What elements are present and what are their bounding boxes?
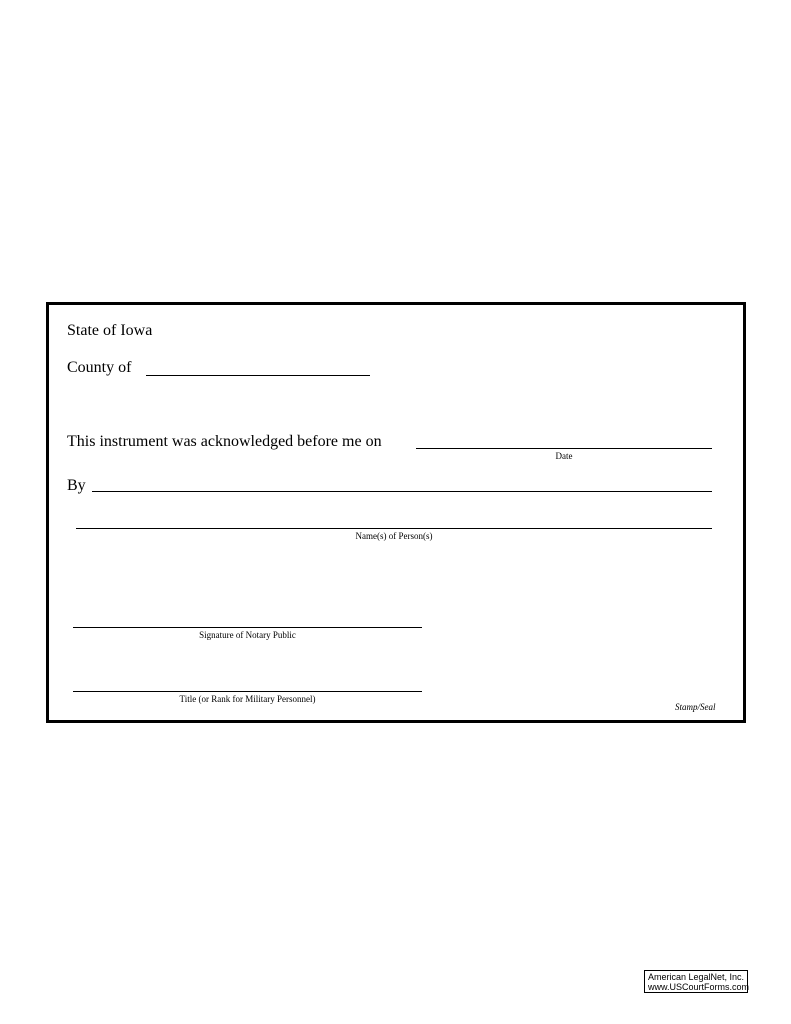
title-caption: Title (or Rank for Military Personnel) <box>179 694 316 704</box>
persons-field-line[interactable] <box>76 528 712 529</box>
stamp-seal-label: Stamp/Seal <box>675 702 716 712</box>
date-caption: Date <box>555 451 573 461</box>
acknowledgment-form <box>46 302 746 723</box>
footer-company: American LegalNet, Inc. <box>648 972 745 982</box>
footer-website: www.USCourtForms.com <box>648 982 750 992</box>
persons-caption: Name(s) of Person(s) <box>355 531 433 541</box>
county-label: County of <box>67 359 132 376</box>
title-field-line[interactable] <box>73 691 422 692</box>
by-label: By <box>67 477 86 494</box>
acknowledged-label: This instrument was acknowledged before me on <box>67 433 382 450</box>
footer-credit-box <box>644 970 748 993</box>
county-field-line[interactable] <box>146 375 370 376</box>
state-label: State of Iowa <box>67 322 153 339</box>
by-field-line[interactable] <box>92 491 712 492</box>
signature-caption: Signature of Notary Public <box>199 630 296 640</box>
signature-field-line[interactable] <box>73 627 422 628</box>
date-field-line[interactable] <box>416 448 712 449</box>
